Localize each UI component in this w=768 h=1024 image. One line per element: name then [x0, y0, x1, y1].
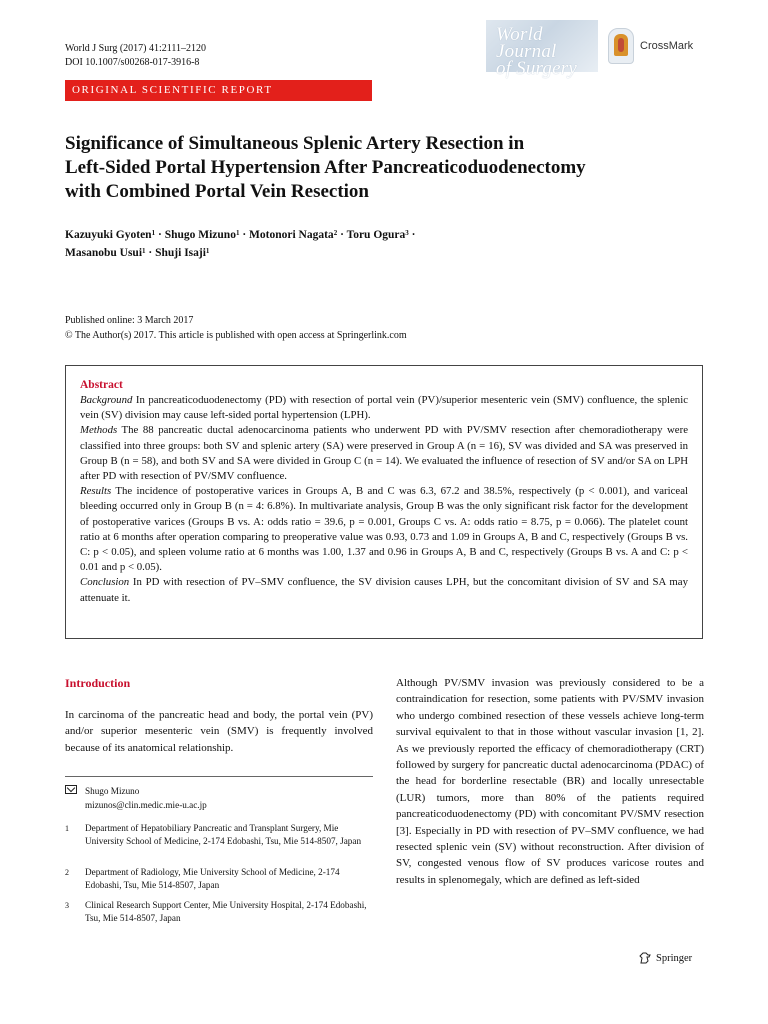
- abstract-text: In pancreaticoduodenectomy (PD) with resection of portal vein (PV)/superior mesenteric vein (SMV) confluence, the splenic vein (SV) division may cause left-sided portal hypertension (LPH).: [80, 394, 688, 422]
- abstract-heading: Abstract: [80, 379, 123, 391]
- abstract-text: In PD with resection of PV–SMV confluence, the SV division causes LPH, but the concomitant division of SV and SA may attenuate it.: [80, 576, 688, 604]
- abstract-label: Conclusion: [80, 576, 130, 589]
- title-line-3: with Combined Portal Vein Resection: [65, 181, 369, 202]
- author-list: [65, 226, 625, 262]
- author-name: Shuji Isaji: [155, 247, 206, 259]
- author-affiliation-mark: 3: [405, 229, 409, 237]
- publication-info: [65, 313, 665, 343]
- introduction-paragraph-left: In carcinoma of the pancreatic head and body, the portal vein (PV) and/or superior mesenteric vein (SMV) is frequently involved because of its anatomical relationship.: [65, 709, 373, 754]
- article-type-banner: ORIGINAL SCIENTIFIC REPORT: [65, 80, 372, 101]
- publisher-mark: [638, 951, 692, 965]
- correspondence: [65, 785, 373, 812]
- author-name: Shugo Mizuno: [164, 229, 236, 241]
- abstract-label: Methods: [80, 424, 118, 437]
- abstract-conclusion: [80, 575, 688, 605]
- abstract-text: The incidence of postoperative varices in Groups A, B and C was 6.3, 67.2 and 38.5%, respectively (p < 0.001), and variceal bleeding occurred only in Group B (n = 4: 6.8%). In multivariate analysis, Group B was the only significant risk factor for the development of postoperative varices (Groups B vs. A: odds ratio = 39.6, p = 0.001, Groups C vs. A: odds ratio = 8.75, p = 0.066). The platelet count ratio at 6 months after operation comparing to preoperative value was 0.93, 0.73 and 1.09 in Groups A, B and C, respectively (Groups B vs. C: p < 0.05), and spleen volume ratio at 6 months was 1.00, 1.37 and 0.96 in Groups A, B and C, respectively (Groups B vs. A and C: p < 0.01 and p < 0.05).: [80, 485, 688, 574]
- introduction-paragraph-right: Although PV/SMV invasion was previously considered to be a contraindication for resection, some patients with PV/SMV invasion who undergo combined resection of these vessels achieve long-term survival equivalent to that in those without vascular invasion [1, 2]. As we previously reported the efficacy of chemoradiotherapy (CRT) followed by surgery for pancreatic ductal adenocarcinoma (PDAC) of the head for borderline resectable (BR) and locally unresectable (LUR) tumors, more than 80% of the patients required pancreaticoduodenectomy (PD) with concomitant PV/SMV resection [3]. Especially in PD with resection of PV–SMV confluence, we had resected splenic vein (SV) without reconstruction. After division of SV, congested venous flow of SV produces varicose routes and results in splenomegaly, which are defined as left-sided: [396, 677, 704, 886]
- abstract-label: Background: [80, 394, 133, 406]
- affiliation-item: [65, 866, 373, 893]
- abstract-box: [65, 365, 703, 639]
- author-line-2: Masanobu Usui$^1$ · Shuji Isaji$^1$: [65, 247, 210, 259]
- published-date: Published online: 3 March 2017: [65, 315, 194, 326]
- crossmark-icon: [608, 28, 634, 64]
- springer-horse-icon: [638, 951, 652, 965]
- envelope-icon: [65, 785, 77, 794]
- right-column: [396, 675, 704, 888]
- abstract-results: [80, 484, 688, 575]
- crossmark-badge[interactable]: [608, 28, 693, 64]
- affiliation-number: 1: [65, 824, 69, 833]
- affiliation-item: [65, 899, 373, 926]
- affiliation-text: Department of Radiology, Mie University School of Medicine, 2-174 Edobashi, Tsu, Mie 514-8507, Japan: [85, 867, 340, 891]
- journal-reference: [65, 42, 206, 70]
- correspondence-name: Shugo Mizuno: [85, 786, 140, 796]
- author-name: Toru Ogura: [346, 229, 406, 241]
- title-line-1: Significance of Simultaneous Splenic Artery Resection in: [65, 133, 525, 154]
- author-name: Masanobu Usui: [65, 247, 143, 259]
- publisher-name: Springer: [656, 952, 693, 964]
- abstract-background: [80, 393, 688, 423]
- abstract-label: Results: [80, 485, 112, 498]
- author-affiliation-mark: 2: [333, 229, 338, 237]
- author-affiliation-mark: 1: [205, 247, 210, 255]
- crossmark-label: CrossMark: [640, 40, 694, 52]
- journal-logo-line2: of Surgery: [496, 58, 577, 79]
- author-line-1: Kazuyuki Gyoten$^1$ · Shugo Mizuno$^1$ · Motonori Nagata$^2$ · Toru Ogura$^3$ ·: [65, 229, 416, 241]
- affiliation-text: Clinical Research Support Center, Mie University Hospital, 2-174 Edobashi, Tsu, Mie 514-8507, Japan: [85, 900, 367, 924]
- copyright-notice: © The Author(s) 2017. This article is published with open access at Springerlink.com: [65, 330, 407, 341]
- journal-citation: World J Surg (2017) 41:2111–2120: [65, 43, 207, 54]
- left-column: [65, 675, 373, 756]
- author-name: Kazuyuki Gyoten: [65, 229, 152, 241]
- author-affiliation-mark: 1: [142, 247, 146, 255]
- footnote-divider: [65, 776, 373, 777]
- title-line-2: Left-Sided Portal Hypertension After Pancreaticoduodenectomy: [65, 157, 586, 178]
- affiliation-item: [65, 822, 373, 849]
- introduction-heading: Introduction: [65, 676, 131, 690]
- journal-logo: [486, 20, 598, 79]
- doi: DOI 10.1007/s00268-017-3916-8: [65, 57, 200, 68]
- abstract-text: The 88 pancreatic ductal adenocarcinoma patients who underwent PD with PV/SMV resection after chemoradiotherapy were classified into three groups: both SV and splenic artery (SA) were preserved in Group A (n = 16), SV was divided and SA was preserved in Group B (n = 58), and both SV and SA were divided in Group C (n = 14). We evaluated the influence of resection of SV and/or SA on LPH after PD with resection of PV/SMV confluence.: [80, 424, 688, 483]
- correspondence-email[interactable]: mizunos@clin.medic.mie-u.ac.jp: [85, 799, 207, 810]
- affiliation-number: 2: [65, 868, 69, 877]
- author-name: Motonori Nagata: [249, 229, 334, 241]
- article-title: [65, 132, 685, 204]
- affiliation-text: Department of Hepatobiliary Pancreatic and Transplant Surgery, Mie University School of Medicine, 2-174 Edobashi, Tsu, Mie 514-8507, Japan: [85, 823, 362, 847]
- author-affiliation-mark: 1: [235, 229, 240, 237]
- author-affiliation-mark: 1: [151, 229, 156, 237]
- journal-logo-line1: World Journal: [496, 24, 557, 62]
- affiliation-number: 3: [65, 901, 69, 910]
- abstract-methods: [80, 423, 688, 484]
